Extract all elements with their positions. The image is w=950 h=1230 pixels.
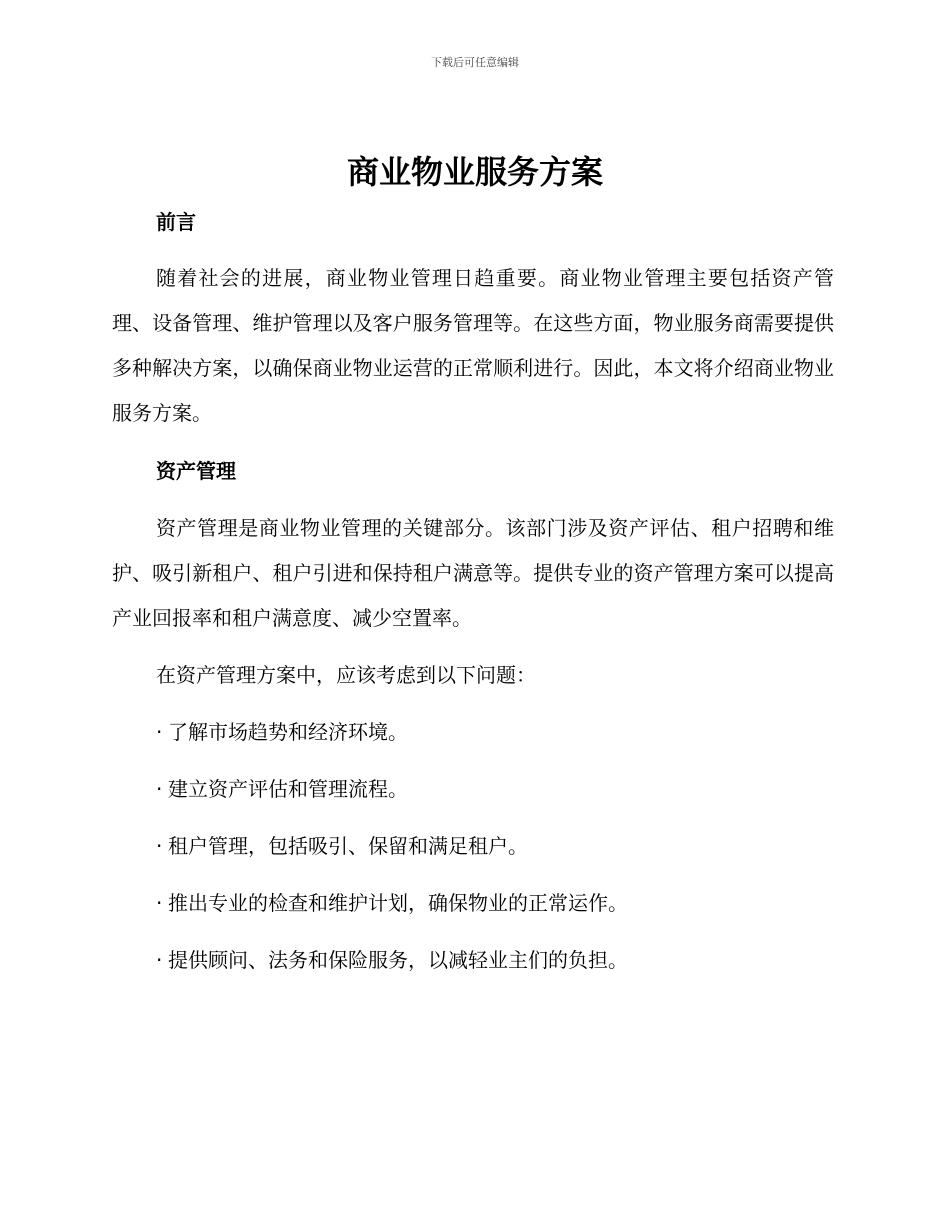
bullet-mark: · [156,834,163,858]
list-item [112,946,834,1003]
list-item [112,718,834,775]
section-heading-preface: 前言 [156,210,196,234]
header-note: 下载后可任意编辑 [431,56,519,69]
bullet-list [112,718,834,1003]
considerations-intro-paragraph: 在资产管理方案中，应该考虑到以下问题： [156,663,536,687]
preface-body [112,256,834,436]
preface-paragraph: 随着社会的进展，商业物业管理日趋重要。商业物业管理主要包括资产管理、设备管理、维护管理以及客户服务管理等。在这些方面，物业服务商需要提供多种解决方案，以确保商业物业运营的正常顺利进行。因此，本文将介绍商业物业服务方案。 [112,266,834,425]
list-item [112,832,834,889]
bullet-mark: · [156,948,163,972]
document-title: 商业物业服务方案 [346,153,603,191]
list-item [112,889,834,946]
section-preface [112,208,834,236]
list-item-text: 建立资产评估和管理流程。 [168,777,408,801]
bullet-mark: · [156,891,163,915]
list-item-text: 提供顾问、法务和保险服务，以减轻业主们的负担。 [168,948,628,972]
asset-management-body [112,506,834,641]
list-item-text: 了解市场趋势和经济环境。 [168,720,408,744]
bullet-mark: · [156,720,163,744]
asset-considerations-intro [112,661,834,689]
section-heading-asset-management: 资产管理 [156,459,236,483]
list-item-text: 推出专业的检查和维护计划，确保物业的正常运作。 [168,891,628,915]
asset-management-paragraph: 资产管理是商业物业管理的关键部分。该部门涉及资产评估、租户招聘和维护、吸引新租户、租户引进和保持租户满意等。提供专业的资产管理方案可以提高产业回报率和租户满意度、减少空置率。 [112,516,834,630]
list-item-text: 租户管理，包括吸引、保留和满足租户。 [168,834,528,858]
bullet-mark: · [156,777,163,801]
asset-considerations-list [112,718,834,1003]
list-item [112,775,834,832]
section-asset-management [112,457,834,485]
